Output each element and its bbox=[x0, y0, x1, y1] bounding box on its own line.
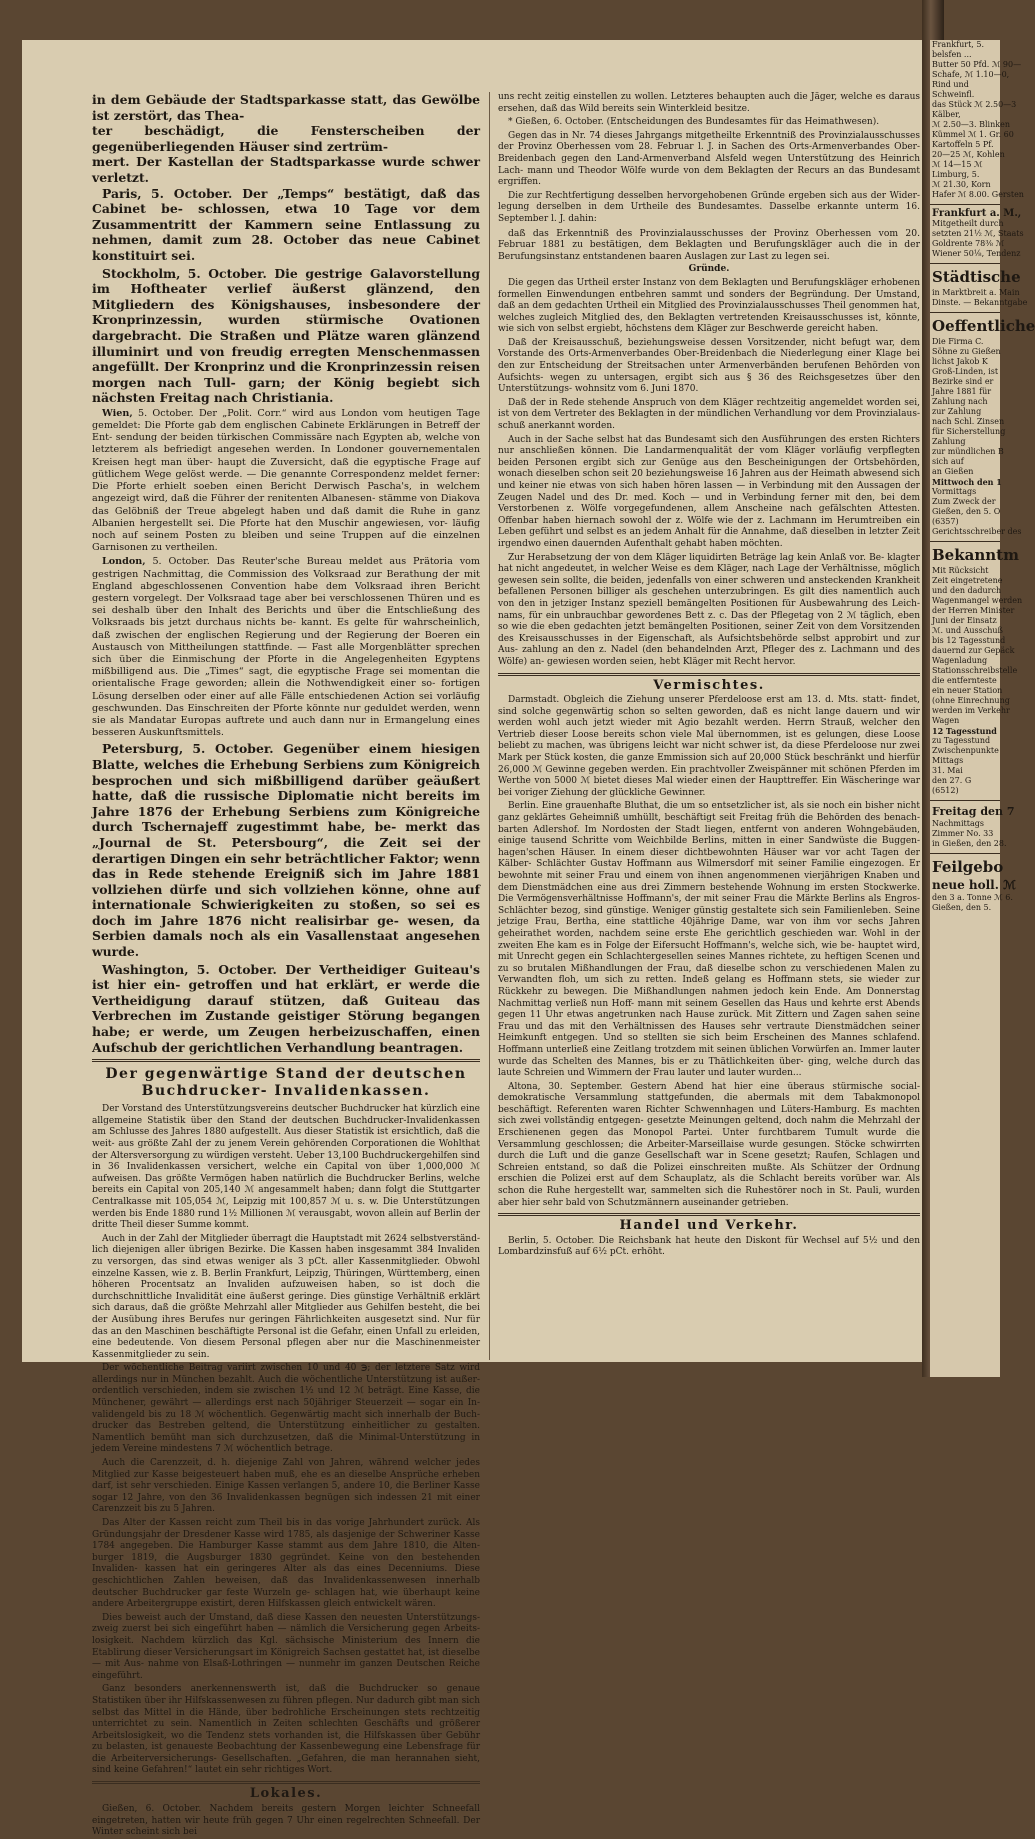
strip-line: den 3 a. Tonne ℳ 6. bbox=[932, 893, 1013, 902]
strip-line: der Herren Minister bbox=[932, 606, 1015, 615]
strip-line: Groß-Linden, ist bbox=[932, 367, 999, 376]
newspaper-page bbox=[22, 40, 922, 1838]
court-paragraph: Daß der in Rede stehende Anspruch von dem Kläger rechtzeitig angemeldet worden sei, ist von dem Vertreter des Beklagten in der mündlichen Verhandlung vor dem Provinzialaus- schuß anerkannt worden. bbox=[498, 397, 920, 432]
strip-rule bbox=[930, 312, 1000, 313]
strip-line: (ohne Einrechnung bbox=[932, 696, 1010, 705]
strip-line: werden im Verkehr bbox=[932, 706, 1010, 715]
strip-heading: Feilgebo bbox=[932, 858, 1004, 876]
strip-market-lines bbox=[930, 40, 1024, 200]
dispatch-text: 5. October. Der „Polit. Corr.“ wird aus London vom heutigen Tage gemeldet: Die Pforte gab dem englischen Cabinete Erklärungen in Betreff der Ent- sendung der beiden türkischen Commissäre nach Egypten ab, welche von letzterem als befriedigt angesehen werden. In Londoner gouvernementalen Kreisen hegt man über- haupt die Zuversicht, daß die egyptische Frage auf gütlichem Wege gelöst werde. — Die genannte Correspondenz meldet ferner: Die Pforte erhielt soeben einen Bericht Derwisch Pascha's, in welchem angezeigt wird, daß die Führer der renitenten Albanesen- stämme von Diakova das Gelöbniß der Treue abgelegt haben und daß damit die Ruhe in ganz Albanien hergestellt sei. Die Pforte hat den Muschir angewiesen, vor- läufig noch auf seinem Posten zu bleiben und seine Truppen auf die einzelnen Garnisonen zu vertheilen. bbox=[92, 407, 480, 554]
strip-line: Schweinfl. bbox=[932, 90, 975, 99]
dispatch-paris bbox=[92, 186, 480, 264]
strip-heading: Freitag den 7 bbox=[932, 805, 1015, 818]
strip-line: Nachmittags bbox=[932, 819, 984, 828]
dispatch-petersburg bbox=[92, 741, 480, 959]
lokales-title: Lokales. bbox=[249, 1786, 323, 1802]
strip-line: Gießen, den 5. bbox=[932, 903, 992, 912]
court-gruende: Gründe. bbox=[688, 264, 730, 275]
dispatch-text: 5. October. Gegenüber einem hiesigen Blatte, welches die Erhebung Serbiens zum Königreich besprochen und sich mißbilligend darüber geäußert hatte, daß die russische Diplomatie nicht bereits im Jahre 1876 der Erhebung Serbiens zum Königreiche durch Tschernajeff zugestimmt habe, be- merkt das „Journal de St. Petersbourg“, die Zeit sei der derartigen Dingen ein sehr beträchtlicher Faktor; wenn das in Rede stehende Ereigniß sich im Jahre 1881 vollziehen dürfe und sich vollziehen könne, ohne auf internationale Schwierigkeiten zu stoßen, so sei es doch im Jahre 1876 nicht realisirbar ge- wesen, da Serbien damals noch als ein Vasallenstaat angesehen wurde. bbox=[92, 741, 480, 960]
strip-line: Wiener 50⅛, Tendenz bbox=[932, 249, 1021, 258]
handel-title: Handel und Verkehr. bbox=[619, 1218, 799, 1234]
section-rule bbox=[498, 1213, 920, 1216]
strip-line: Gießen, den 5. O bbox=[932, 507, 1001, 516]
strip-heading: Oeffentliche bbox=[932, 317, 1035, 335]
court-paragraph: Die gegen das Urtheil erster Instanz von dem Beklagten und Berufungskläger erhobenen formellen Einwendungen entbehren sammt und sonders der Begründung. Der Umstand, daß an dem gedachten Urtheil ein Mitglied des Provinzialausschusses Theil genommen hat, welches zugleich Mitglied des, den Beklagten vertretenden Kreisausschusses ist, könnte, wie sich von selbst ergiebt, höchstens dem Kläger zur Beschwerde gereicht haben. bbox=[498, 277, 920, 335]
strip-line: zur Zahlung bbox=[932, 407, 982, 416]
strip-line: Hafer ℳ 8.00. Gersten bbox=[932, 190, 1024, 199]
strip-line: sich auf bbox=[932, 457, 964, 466]
dispatch-place: Washington, bbox=[102, 961, 189, 977]
column-divider bbox=[489, 92, 490, 1360]
section-rule bbox=[92, 1059, 480, 1062]
dispatch-text: 5. October. Das Reuter'sche Bureau meldet aus Prätoria vom gestrigen Nachmittag, die Commission des Volksraad zur Berathung der mit England abgeschlossenen Convention habe dem Volksraad ihren Bericht gestern vorgelegt. Der Volksraad tage aber bei verschlossenen Thüren und es sei deshalb über den Inhalt des Berichts und über die Entschließung des Volksraads bis jetzt durchaus nichts be- kannt. Es gelte für wahrscheinlich, daß zwischen der englischen Regierung und der Regierung der Boeren ein Austausch von Mittheilungen stattfinde. — Fast alle Morgenblätter sprechen sich über die Einmischung der Pforte in die Angelegenheiten Egyptens mißbilligend aus. Die „Times“ sagt, die egyptische Frage sei momentan die orientalische Frage geworden; allein die Nothwendigkeit einer so- fortigen Lösung derselben oder einer auf alle Fälle entschiedenen Action sei vorläufig geschwunden. Das Einschreiten der Pforte könnte nur geduldet werden, wenn sie als Mandatar Europas auftrete und auch dann nur in Ermangelung eines besseren Auskunftsmittels. bbox=[92, 556, 480, 739]
article-paragraph: Der Vorstand des Unterstützungsvereins deutscher Buchdrucker hat kürzlich eine allgemeine Statistik über den Stand der deutschen Buchdrucker-Invalidenkassen am Schlusse des Jahres 1880 aufgestellt. Aus dieser Statistik ist ersichtlich, daß die weit- aus größte Zahl der zu jenem Verein gehörenden Corporationen die Wohlthat der Altersversorgung zu würdigen versteht. Ueber 13,100 Buchdruckergehilfen sind in 36 Invalidenkassen versichert, welche ein Capital von über 1,000,000 ℳ aufweisen. Das größte Vermögen haben natürlich die Buchdrucker Berlins, welche bereits ein Capital von 205,140 ℳ angesammelt haben; dann folgt die Stuttgarter Centralkasse mit 105,054 ℳ, Leipzig mit 100,857 ℳ u. s. w. Die Unterstützungen werden bis Ende 1880 rund 1½ Millionen ℳ verausgabt, wovon allein auf Berlin der dritte Theil dieser Summe kommt. bbox=[92, 1104, 480, 1231]
strip-line: in Marktbreit a. Main bbox=[932, 288, 1020, 297]
strip-line: an Gießen bbox=[932, 467, 974, 476]
article-paragraph: Das Alter der Kassen reicht zum Theil bis in das vorige Jahrhundert zurück. Als Gründungsjahr der Dresdener Kasse wird 1785, als dasjenige der Schweriner Kasse 1784 angegeben. Die Hamburger Kasse stammt aus dem Jahre 1810, die Alten- burger 1819, die Augsburger 1830 gegründet. Keine von den bestehenden Invaliden- kassen hat ein geringeres Alter als das eines Decenniums. Diese geschichtlichen Zahlen beweisen, daß das Invalidenkassenwesen innerhalb deutscher Buchdrucker gar feste Wurzeln ge- schlagen hat, wie überhaupt keine andere Arbeitergruppe existirt, deren Hilfskassen gleich entwickelt wären. bbox=[92, 1518, 480, 1610]
opening-lines bbox=[92, 92, 480, 186]
strip-line: Schafe, ℳ 1.10—0, bbox=[932, 70, 1010, 79]
lokales-text: Gießen, 6. October. Nachdem bereits gestern Morgen leichter Schneefall eingetreten, hatten wir heute früh gegen 7 Uhr einen regelrechten Schneefall. Der Winter scheint sich bei bbox=[92, 1804, 480, 1838]
strip-line: 12 Tagesstund bbox=[932, 726, 997, 736]
middle-column bbox=[498, 92, 920, 1360]
handel-text: Berlin, 5. October. Die Reichsbank hat heute den Diskont für Wechsel auf 5½ und den Lombardzinsfuß auf 6½ pCt. erhöht. bbox=[498, 1235, 920, 1258]
strip-line: Mittwoch den 1 bbox=[932, 477, 1002, 487]
dispatch-text: 5. October. Der Vertheidiger Guiteau's ist hier ein- getroffen und hat erklärt, er werde die Vertheidigung darauf stützen, daß Guiteau das Verbrechen im Zustande geistiger Störung begangen habe; er werde, um Zeugen herbeizuschaffen, einen Aufschub der gerichtlichen Verhandlung beantragen. bbox=[92, 961, 480, 1055]
strip-rule bbox=[930, 800, 1000, 801]
article-paragraph: Dies beweist auch der Umstand, daß diese Kassen den neuesten Unterstützungs- zweig zuerst bei sich eingeführt haben — nämlich die Versicherung gegen Arbeits- losigkeit. Nachdem kürzlich das Kgl. sächsische Ministerium des Innern die Etablirung dieser Versicherungsart im Königreich Sachsen gestattet hat, ist dieselbe — mit Aus- nahme von Elsaß-Lothringen — nunmehr im ganzen Deutschen Reiche eingeführt. bbox=[92, 1612, 480, 1681]
strip-line: Zahlung bbox=[932, 437, 966, 446]
court-paragraph: Daß der Kreisausschuß, beziehungsweise dessen Vorsitzender, nicht befugt war, dem Vorstande des Orts-Armenverbandes Ober-Breidenbach die Niederlegung einer Klage bei den zur Entscheidung der Streitsachen unter Armenverbänden berufenen Behörden von Aufsichts- wegen zu untersagen, ergibt sich aus § 36 des Reichsgesetzes über den Unterstützungs- wohnsitz vom 6. Juni 1870. bbox=[498, 337, 920, 395]
strip-line: Mittags bbox=[932, 756, 964, 765]
strip-line: die entfernteste bbox=[932, 676, 997, 685]
vermischtes-paragraph: Altona, 30. September. Gestern Abend hat hier eine überaus stürmische social- demokratische Versammlung stattgefunden, die abermals mit dem Tabakmonopol beschäftigt. Referenten waren Richter Schwennhagen und Lüters-Hamburg. Es machten sich zwei vollständig entgegen- gesetzte Meinungen geltend, doch nahm die Mehrzahl der Erschienenen gegen das Monopol Partei. Unter furchtbarem Tumult wurde die Versammlung geschlossen; die Arbeiter-Marseillaise wurde gesungen. Stöcke schwirrten durch die Luft und die ganze Gesellschaft war in Scene gesetzt; Raufen, Schlagen und Schreien entstand, so daß die Polizei einschreiten mußte. Als Schützer der Ordnung erschien die Polizei erst auf dem Schauplatz, als die Schlacht bereits vorüber war. Als schon die Ruhe hergestellt war, sammelten sich die Ruhestörer noch in St. Pauli, wurden aber hier sehr bald von Schutzmännern auseinander getrieben. bbox=[498, 1081, 920, 1208]
opening-line: ter beschädigt, die Fensterscheiben der gegenüberliegenden Häuser sind zertrüm- bbox=[92, 123, 480, 154]
strip-line: Zahlung nach bbox=[932, 397, 988, 406]
strip-line: Zwischenpunkte bbox=[932, 746, 999, 755]
strip-line: Jahre 1881 für bbox=[932, 387, 992, 396]
strip-line: Goldrente 78⅜ ℳ bbox=[932, 239, 1005, 248]
strip-heading: Frankfurt a. M., bbox=[932, 208, 1022, 219]
vermischtes-title: Vermischtes. bbox=[653, 677, 765, 693]
strip-heading: Bekanntm bbox=[932, 546, 1019, 564]
article-paragraph: Der wöchentliche Beitrag variirt zwischen 10 und 40 ℈; der letztere Satz wird allerdings nur in München bezahlt. Auch die wöchentliche Unterstützung ist außer- ordentlich verschieden, indem sie zwischen 1½ und 12 ℳ beträgt. Eine Kasse, die Münchener, gewährt — allerdings erst nach 50jähriger Steuerzeit — sogar ein In- validengeld bis zu 18 ℳ wöchentlich. Gegenwärtig macht sich innerhalb der Buch- drucker das Bestreben geltend, die Unterstützung einheitlicher zu gestalten. Namentlich bemüht man sich durchzusetzen, daß die Minimal-Unterstützung in jedem Vereine mindestens 7 ℳ wöchentlich betrage. bbox=[92, 1363, 480, 1455]
strip-line: zu Tagesstund bbox=[932, 736, 991, 745]
dispatch-stockholm bbox=[92, 266, 480, 406]
middle-opening: uns recht zeitig einstellen zu wollen. Letzteres behaupten auch die Jäger, welche es daraus ersehen, daß das Wild bereits sein Winterkleid besitze. bbox=[498, 92, 920, 114]
strip-line: Juni der Einsatz bbox=[932, 616, 997, 625]
opening-line: in dem Gebäude der Stadtsparkasse statt, das Gewölbe ist zerstört, das Thea- bbox=[92, 92, 480, 123]
strip-line: Zeit eingetretene bbox=[932, 576, 1003, 585]
strip-line: Kartoffeln 5 Pf. bbox=[932, 140, 994, 149]
dispatch-place: Paris, bbox=[102, 185, 142, 201]
strip-line: Wagenladung bbox=[932, 656, 988, 665]
dispatch-place: Stockholm, bbox=[102, 265, 181, 281]
strip-rule bbox=[930, 263, 1000, 264]
strip-line: Söhne zu Gießen bbox=[932, 347, 1001, 356]
strip-rule bbox=[930, 541, 1000, 542]
strip-line: Wagen bbox=[932, 716, 960, 725]
strip-line: und den dadurch bbox=[932, 586, 1002, 595]
strip-line: neue holl. ℳ bbox=[932, 878, 1016, 892]
dispatch-washington bbox=[92, 962, 480, 1056]
strip-line: Wagenmangel werden bbox=[932, 596, 1023, 605]
dispatch-london bbox=[92, 556, 480, 739]
court-header: * Gießen, 6. October. (Entscheidungen des Bundesamtes für das Heimathwesen). bbox=[508, 117, 880, 128]
opening-line: mert. Der Kastellan der Stadtsparkasse wurde schwer verletzt. bbox=[92, 154, 480, 185]
strip-rule bbox=[930, 853, 1000, 854]
strip-line: in Gießen, den 28. bbox=[932, 839, 1007, 848]
strip-line: ℳ 21.30, Korn bbox=[932, 180, 991, 189]
vermischtes-paragraph: Darmstadt. Obgleich die Ziehung unserer Pferdeloose erst am 13. d. Mts. statt- findet, sind solche gegenwärtig schon so selten geworden, daß es nicht lange dauern und wir werden wohl auch jetzt wieder mit Agio bezahlt werden. Herrn Strauß, welcher den Vertrieb dieser Loose bereits schon viele Mal übernommen, ist es gelungen, diese Loose beliebt zu machen, was übrigens leicht war nicht schwer ist, da diese Pferdeloose nur zwei Mark per Stück kosten, die ganze Emmission sich auf 20,000 Stück beschränkt und hierfür 26,000 ℳ Gewinne gegeben werden. Ein prachtvoller Zweispänner mit schönen Pferden im Werthe von 5000 ℳ bietet dieses Mal wieder einen der Haupttreffer. Ein Wäscheringe war bei voriger Ziehung der glückliche Gewinner. bbox=[498, 695, 920, 798]
strip-line: für Sicherstellung bbox=[932, 427, 1006, 436]
court-quote: daß das Erkenntniß des Provinzialausschusses der Provinz Oberhessen vom 20. Februar 1881 zu bestätigen, dem Beklagten und Berufungskläger auch die in der Berufungsinstanz entstandenen baaren Auslagen zur Last zu legen sei. bbox=[498, 227, 920, 262]
strip-line: Butter 50 Pfd. ℳ 90— bbox=[932, 60, 1022, 69]
strip-line: Zimmer No. 33 bbox=[932, 829, 994, 838]
strip-line: Vormittags bbox=[932, 487, 977, 496]
strip-rule bbox=[930, 204, 1000, 205]
dispatch-text: 5. October. Die gestrige Galavorstellung im Hoftheater verlief äußerst glänzend, den Mitgliedern des Königshauses, insbesondere der Kronprinzessin, wurden stürmische Ovationen dargebracht. Die Straßen und Plätze waren glänzend illuminirt und von freudig erregten Menschenmassen angefüllt. Der Kronprinz und die Kronprinzessin reisen morgen nach Tull- garn; der König begiebt sich nächsten Freitag nach Christiania. bbox=[92, 265, 480, 406]
strip-line: ℳ 14—15 ℳ bbox=[932, 160, 983, 169]
strip-line: Kälber, bbox=[932, 110, 961, 119]
strip-line: Rind und bbox=[932, 80, 969, 89]
dispatch-place: Wien, bbox=[102, 407, 133, 419]
strip-line: Frankfurt, 5. bbox=[932, 40, 985, 49]
strip-line: Gerichtsschreiber des bbox=[932, 527, 1022, 536]
strip-line: Kümmel ℳ 1. Gr. 60 bbox=[932, 130, 1014, 139]
dispatch-text: 5. October. Der „Temps“ bestätigt, daß das Cabinet be- schlossen, etwa 10 Tage vor dem Zusammentritt der Kammern seine Entlassung zu nehmen, damit zum 28. October das neue Cabinet konstituirt sei. bbox=[92, 185, 480, 263]
dispatch-place: Petersburg, bbox=[102, 741, 184, 757]
strip-line: setzten 21½ ℳ, Staats bbox=[932, 229, 1024, 238]
strip-line: zur mündlichen B bbox=[932, 447, 1004, 456]
adjacent-page-strip bbox=[930, 40, 1035, 1377]
strip-heading: Städtische bbox=[932, 268, 1021, 286]
strip-line: ℳ 2.50—3. Blinken bbox=[932, 120, 1010, 129]
vermischtes-paragraph: Berlin. Eine grauenhafte Bluthat, die um so entsetzlicher ist, als sie noch ein bisher nicht ganz geklärtes Geheimniß umhüllt, beschäftigt seit Freitag früh die Behörden des benach- barten Adlershof. Im Nordosten der Stadt liegen, entfernt von anderen Wohngebäuden, einige tausend Schritte vom Weichbilde Berlins, mitten in einer Sandwüste die Buggen- hagen'schen Häuser. In einem dieser dichtbewohnten Häuser war vor acht Tagen der Kälber- Schlächter Gustav Hoffmann aus Wilmersdorf mit seiner Familie eingezogen. Er bewohnte mit seiner Frau und einem von ihnen angenommenen vierjährigen Knaben und dem Dienstmädchen eine aus drei Zimmern bestehende Wohnung im ersten Stockwerke. Die Vermögensverhältnisse Hoffmann's, der mit seiner Frau die Märkte Berlins als Engros-Schlächter bezog, sind günstige. Weniger günstig gestaltete sich sein Familienleben. Seine jetzige Frau, Bertha, eine stattliche 40jährige Dame, war von ihm vor sechs Jahren geheirathet worden, nachdem seine erste Ehe gerichtlich geschieden war. Wohl in der zweiten Ehe kam es in Folge der Eifersucht Hoffmann's, welche sich, wie be- hauptet wird, mit Unrecht gegen ein Schlachtergesellen seines Mannes richtete, zu heftigen Scenen und zu so brutalen Mißhandlungen der Frau, daß dieselbe schon zu verschiedenen Malen zu Verwandten floh, um sich zu retten. Indeß gelang es Hoffmann stets, sie wieder zur Rückkehr zu bewegen. Die Mißhandlungen nahmen jedoch kein Ende. Am Donnerstag Nachmittag verließ nun Hoff- mann mit seinem Gesellen das Haus und kehrte erst Abends gegen 11 Uhr etwas angetrunken nach Hause zurück. Mit Zittern und Zagen sahen seine Frau und das mit den Verhältnissen des Hauses sehr vertraute Dienstmädchen seiner Heimkunft entgegen. Und so stellten sie sich beim Erscheinen des Mannes schlafend. Hoffmann unterließ eine Zeitlang trotzdem mit seinen üblichen Vorwürfen an. Immer lauter wurde das Schelten des Mannes, bis er zu Thätlichkeiten über- ging, welche durch das laute Schreien und Wimmern der Frau lauter und lauter wurden... bbox=[498, 801, 920, 1079]
left-column bbox=[92, 92, 480, 1838]
strip-line: Stationsschreibstelle bbox=[932, 666, 1018, 675]
strip-line: Limburg, 5. bbox=[932, 170, 980, 179]
strip-line: Mitgetheilt durch bbox=[932, 219, 1004, 228]
strip-line: 31. Mai bbox=[932, 766, 963, 775]
article-title: Der gegenwärtige Stand der deutschen Buchdrucker- Invalidenkassen. bbox=[105, 1066, 467, 1100]
strip-line: 20—25 ℳ, Kohlen bbox=[932, 150, 1005, 159]
article-paragraph: Ganz besonders anerkennenswerth ist, daß die Buchdrucker so genaue Statistiken über ihr Hilfskassenwesen zu führen pflegen. Nur dadurch gibt man sich selbst das Mittel in die Hände, über bedrohliche Erscheinungen stets rechtzeitig unterrichtet zu sein. Namentlich in Zeiten schlechten Geschäfts und größerer Arbeitslosigkeit, wo die Tendenz stets vorhanden ist, die Hilfskassen über Gebühr zu belasten, ist genaueste Beobachtung der Kassenbewegung eine Lebensfrage für die Arbeiterversicherungs- Gesellschaften. „Gefahren, die man herannahen sieht, sind keine Gefahren!“ lautet ein sehr richtiges Wort. bbox=[92, 1684, 480, 1776]
strip-line: belsfen ... bbox=[932, 50, 972, 59]
strip-line: dauernd zur Gepäck bbox=[932, 646, 1015, 655]
court-paragraph: Zur Herabsetzung der von dem Kläger liquidirten Beträge lag kein Anlaß vor. Be- klagter hat nicht angedeutet, in welcher Weise es dem Kläger, nach Lage der Verhältnisse, möglich gewesen sein sollte, die beiden, jedenfalls von einer schweren und ansteckenden Krankheit befallenen Personen billiger als geschehen unterzubringen. Es gilt dies namentlich auch von den in jetziger Instanz speziell bemängelten Positionen für Ausbewahrung des Leich- nams, für ein unbrauchbar gewordenes Bett z. c. Das der Pflegetag von 2 ℳ täglich, eben so wie die eben gedachten jetzt bemängelten Positionen, seiner Zeit von dem Vorsitzenden des Kreisausschusses in der Eigenschaft, als Aufsichtsbehörde selbst approbirt und zur Aus- zahlung an den z. Nadel (den behandelnden Arzt, Pfleger des z. Lachmann und des Wölfe) an- gewiesen worden seien, hebt Kläger mit Recht hervor. bbox=[498, 552, 920, 667]
court-paragraph: Auch in der Sache selbst hat das Bundesamt sich den Ausführungen des ersten Richters nur anschließen können. Die Landarmenqualität der vom Kläger vorläufig verpflegten beiden Personen ergibt sich zur Genüge aus den Bescheinigungen der Ortsbehörden, wonach dieselben schon seit 20 beziehungsweise 16 Jahren aus der Heimath abwesend sich und keiner nie etwas von sich haben hören lassen — in Verbindung mit den Aussagen der Zeugen Nadel und des Dr. med. Koch — und in Verbindung ferner mit den, bei dem Verstorbenen z. Wölfe vorgegefundenen, allem Anscheine nach gefälschten Attesten. Offenbar haben hiernach sowohl der z. Wölfe wie der z. Lachmann im Herumtreiben ein Leben geführt und selbst es an jedem Anhalt für die Annahme, daß dieselben in letzter Zeit irgendwo einen dauernden Aufenthalt gehabt haben möchten. bbox=[498, 434, 920, 549]
strip-line: ein neuer Station bbox=[932, 686, 1003, 695]
section-rule bbox=[92, 1781, 480, 1784]
strip-line: nach Schl. Zinsen bbox=[932, 417, 1005, 426]
strip-line: Mit Rücksicht bbox=[932, 566, 989, 575]
strip-line: (6357) bbox=[932, 517, 959, 526]
strip-line: Zum Zweck der bbox=[932, 497, 996, 506]
strip-line: (6512) bbox=[932, 786, 959, 795]
article-paragraph: Auch in der Zahl der Mitglieder überragt die Hauptstadt mit 2624 selbstverständ- lich diejenigen aller übrigen Bezirke. Die Kassen haben insgesammt 384 Invaliden zu versorgen, das sind etwas weniger als 3 pCt. aller Kassenmitglieder. Obwohl einzelne Kassen, wie z. B. Berlin Frankfurt, Leipzig, Thüringen, Württemberg, einen höheren Procentsatz an Invaliden aufzuweisen haben, so ist doch die durchschnittliche Invalidität eine äußerst geringe. Dies günstige Verhältniß erklärt sich daraus, daß die größte Mehrzahl aller Mitglieder aus Gehilfen besteht, die bei der Ausübung ihres Berufes nur geringen Fährlichkeiten ausgesetzt sind. Nur für das an den Maschinen beschäftigte Personal ist die Gefahr, einen Unfall zu erleiden, eine bedeutende. Von diesem Personal pflegen aber nur die Maschinenmeister Kassenmitglieder zu sein. bbox=[92, 1233, 480, 1360]
strip-line: Die Firma C. bbox=[932, 337, 984, 346]
strip-line: lichst Jakob K bbox=[932, 357, 988, 366]
strip-line: ℳ. und Ausschuß bbox=[932, 626, 1003, 635]
dispatch-place: London, bbox=[102, 556, 146, 568]
article-paragraph: Auch die Carenzzeit, d. h. diejenige Zahl von Jahren, während welcher jedes Mitglied zur Kasse beigesteuert haben muß, ehe es an dieselbe Ansprüche erheben darf, ist sehr verschieden. Einige Kassen verlangen 5, andere 10, die Berliner Kasse sogar 12 Jahre, von den 36 Invalidenkassen begnügen sich indessen 21 mit einer Carenzzeit bis zu 5 Jahren. bbox=[92, 1458, 480, 1515]
strip-line: Dinste. — Bekanntgabe bbox=[932, 298, 1028, 307]
strip-line: Bezirke sind er bbox=[932, 377, 994, 386]
dispatch-wien bbox=[92, 408, 480, 554]
court-paragraph: Gegen das in Nr. 74 dieses Jahrgangs mitgetheilte Erkenntniß des Provinzialausschusses der Provinz Oberhessen vom 28. Februar l. J. in Sachen des Orts-Armenverbandes Ober- Breidenbach gegen den Land-Armenverband Alsfeld wegen Unterstützung des Heinrich Lach- mann und Theodor Wölfe wurde von dem Beklagten der Recurs an das Bundesamt ergriffen. bbox=[498, 130, 920, 188]
section-rule bbox=[498, 673, 920, 676]
strip-line: bis 12 Tagesstund bbox=[932, 636, 1006, 645]
strip-line: den 27. G bbox=[932, 776, 972, 785]
strip-line: das Stück ℳ 2.50—3 bbox=[932, 100, 1017, 109]
court-paragraph: Die zur Rechtfertigung desselben hervorgehobenen Gründe ergeben sich aus der Wider- legung derselben in dem Urtheile des Bundesamtes. Dasselbe erkannte unterm 16. September l. J. dahin: bbox=[498, 190, 920, 224]
